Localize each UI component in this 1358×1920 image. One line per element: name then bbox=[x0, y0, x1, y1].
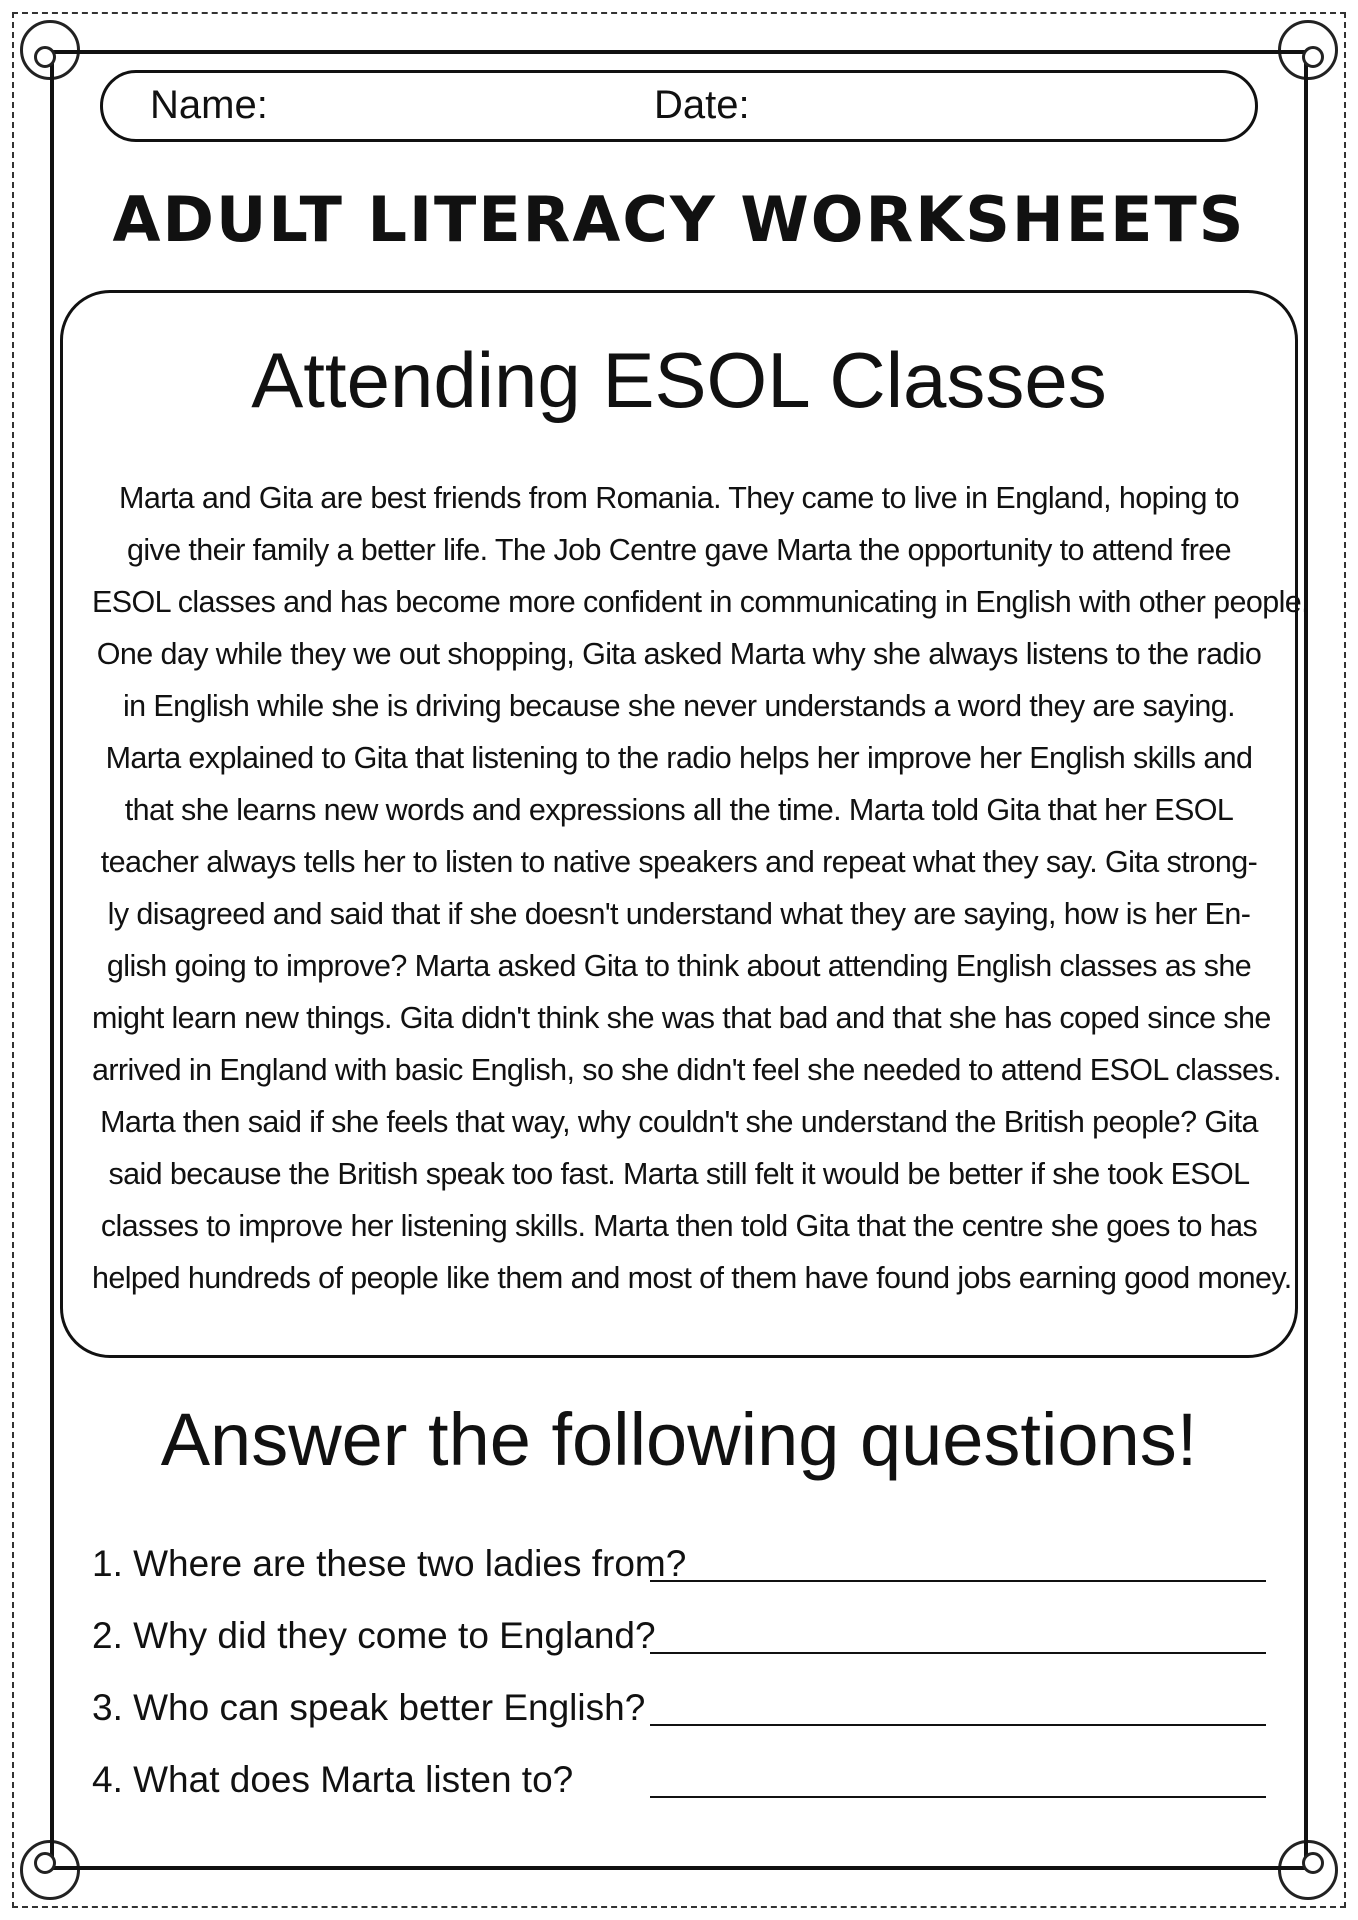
story-line: One day while they we out shopping, Gita asked Marta why she always listens to the radio bbox=[96, 637, 1262, 671]
story-line: give their family a better life. The Job Centre gave Marta the opportunity to attend free bbox=[127, 533, 1231, 567]
story-line: Marta then said if she feels that way, why couldn't she understand the British people? Gita bbox=[100, 1105, 1258, 1139]
answer-line-2[interactable] bbox=[650, 1652, 1266, 1654]
story-line: said because the British speak too fast. Marta still felt it would be better if she took ESOL bbox=[108, 1157, 1250, 1191]
date-label: Date: bbox=[654, 83, 750, 127]
story-line: glish going to improve? Marta asked Gita to think about attending English classes as she bbox=[106, 949, 1252, 983]
story-line: in English while she is driving because she never understands a word they are saying. bbox=[122, 689, 1236, 723]
story-line: teacher always tells her to listen to native speakers and repeat what they say. Gita strong- bbox=[100, 845, 1258, 879]
story-line: classes to improve her listening skills. Marta then told Gita that the centre she goes to has bbox=[100, 1209, 1258, 1243]
answer-line-1[interactable] bbox=[650, 1580, 1266, 1582]
questions-heading: Answer the following questions! bbox=[160, 1398, 1198, 1481]
story-line: ESOL classes and has become more confident in communicating in English with other people. bbox=[92, 585, 1309, 619]
story-line: ly disagreed and said that if she doesn't understand what they are saying, how is her En- bbox=[107, 897, 1251, 931]
corner-circle-bottom-right bbox=[1302, 1852, 1324, 1874]
question-3: 3. Who can speak better English? bbox=[92, 1687, 646, 1728]
story-title: Attending ESOL Classes bbox=[251, 336, 1107, 424]
story-line: helped hundreds of people like them and most of them have found jobs earning good money. bbox=[92, 1261, 1292, 1295]
story-line: that she learns new words and expressions all the time. Marta told Gita that her ESOL bbox=[124, 793, 1234, 827]
story-text bbox=[92, 472, 1309, 1304]
corner-circle-bottom-left bbox=[34, 1852, 56, 1874]
worksheet-title: ADULT LITERACY WORKSHEETS bbox=[112, 183, 1246, 256]
corner-circle-top-left bbox=[34, 46, 56, 68]
corner-circle-top-right bbox=[1302, 46, 1324, 68]
question-2: 2. Why did they come to England? bbox=[92, 1615, 656, 1656]
answer-line-4[interactable] bbox=[650, 1796, 1266, 1798]
story-line: Marta explained to Gita that listening to the radio helps her improve her English skills and bbox=[105, 741, 1253, 775]
answer-line-3[interactable] bbox=[650, 1724, 1266, 1726]
name-label: Name: bbox=[150, 83, 268, 127]
question-4: 4. What does Marta listen to? bbox=[92, 1759, 574, 1800]
story-line: might learn new things. Gita didn't think she was that bad and that she has coped since she bbox=[92, 1001, 1271, 1035]
question-1: 1. Where are these two ladies from? bbox=[92, 1543, 687, 1584]
story-line: arrived in England with basic English, so she didn't feel she needed to attend ESOL classes. bbox=[92, 1053, 1281, 1087]
story-line: Marta and Gita are best friends from Romania. They came to live in England, hoping to bbox=[119, 481, 1239, 515]
